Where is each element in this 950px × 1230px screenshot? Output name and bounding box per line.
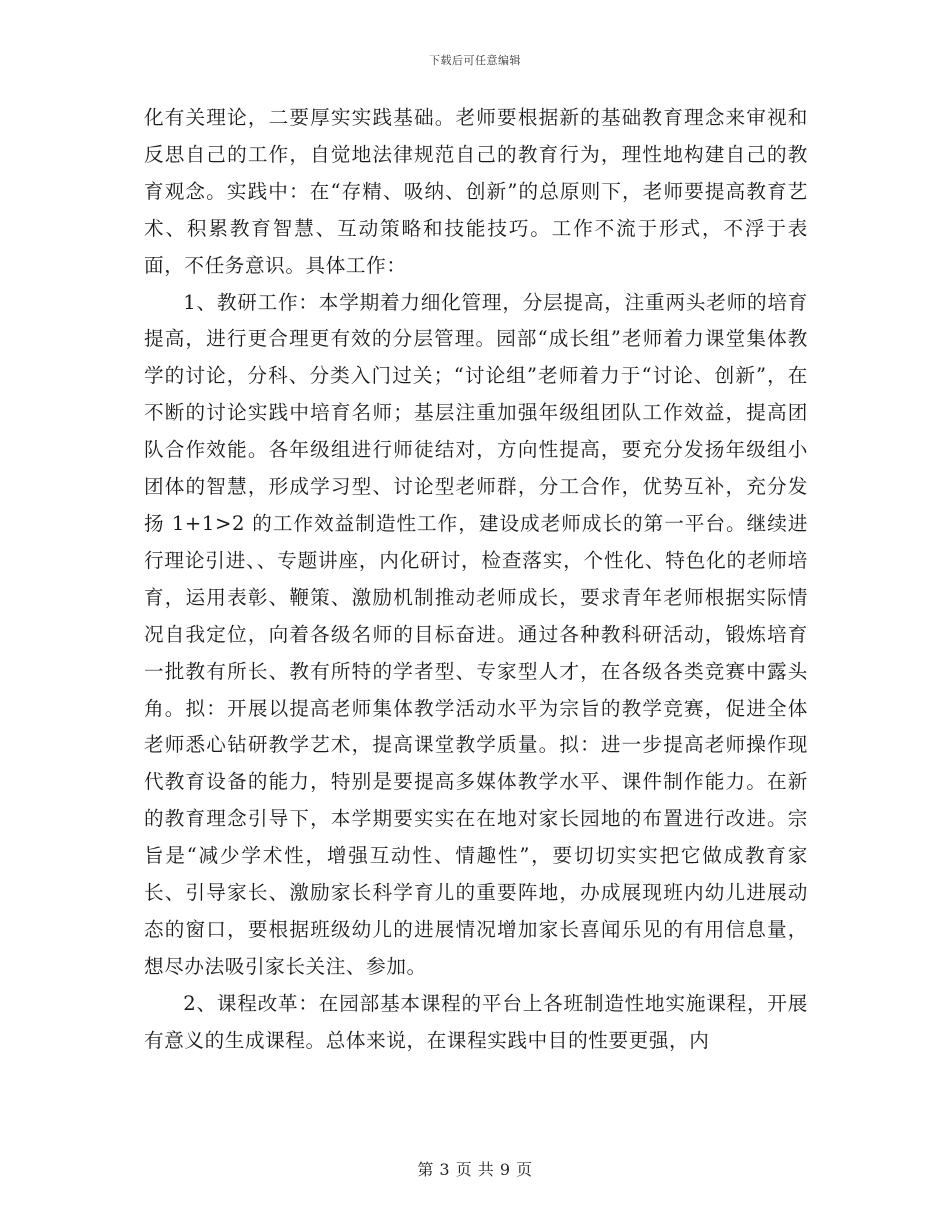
- paragraph-curriculum-reform: 2、课程改革：在园部基本课程的平台上各班制造性地实施课程，开展有意义的生成课程。总体来说，在课程实践中目的性要更强，内: [144, 991, 808, 1052]
- page-footer: 第 3 页 共 9 页: [417, 1160, 533, 1179]
- document-body: [144, 100, 808, 1060]
- paragraph-intro: 化有关理论，二要厚实实践基础。老师要根据新的基础教育理念来审视和反思自己的工作，自觉地法律规范自己的教育行为，理性地构建自己的教育观念。实践中：在“存精、吸纳、创新”的总原则下，老师要提高教育艺术、积累教育智慧、互动策略和技能技巧。工作不流于形式，不浮于表面，不任务意识。具体工作：: [144, 106, 808, 277]
- page-header: 下载后可任意编辑: [429, 54, 521, 67]
- paragraph-teaching-research: 1、教研工作：本学期着力细化管理，分层提高，注重两头老师的培育提高，进行更合理更有效的分层管理。园部“成长组”老师着力课堂集体教学的讨论，分科、分类入门过关；“讨论组”老师着力于“讨论、创新”，在不断的讨论实践中培育名师；基层注重加强年级组团队工作效益，提高团队合作效能。各年级组进行师徒结对，方向性提高，要充分发扬年级组小团体的智慧，形成学习型、讨论型老师群，分工合作，优势互补，充分发扬 1+1>2 的工作效益制造性工作，建设成老师成长的第一平台。继续进行理论引进、、专题讲座，内化研讨，检查落实，个性化、特色化的老师培育，运用表彰、鞭策、激励机制推动老师成长，要求青年老师根据实际情况自我定位，向着各级名师的目标奋进。通过各种教科研活动，锻炼培育一批教有所长、教有所特的学者型、专家型人才，在各级各类竞赛中露头角。拟：开展以提高老师集体教学活动水平为宗旨的教学竞赛，促进全体老师悉心钻研教学艺术，提高课堂教学质量。拟：进一步提高老师操作现代教育设备的能力，特别是要提高多媒体教学水平、课件制作能力。在新的教育理念引导下，本学期要实实在在地对家长园地的布置进行改进。宗旨是“减少学术性，增强互动性、情趣性”，要切切实实把它做成教育家长、引导家长、激励家长科学育儿的重要阵地，办成展现班内幼儿进展动态的窗口，要根据班级幼儿的进展情况增加家长喜闻乐见的有用信息量，想尽办法吸引家长关注、参加。: [144, 290, 808, 978]
